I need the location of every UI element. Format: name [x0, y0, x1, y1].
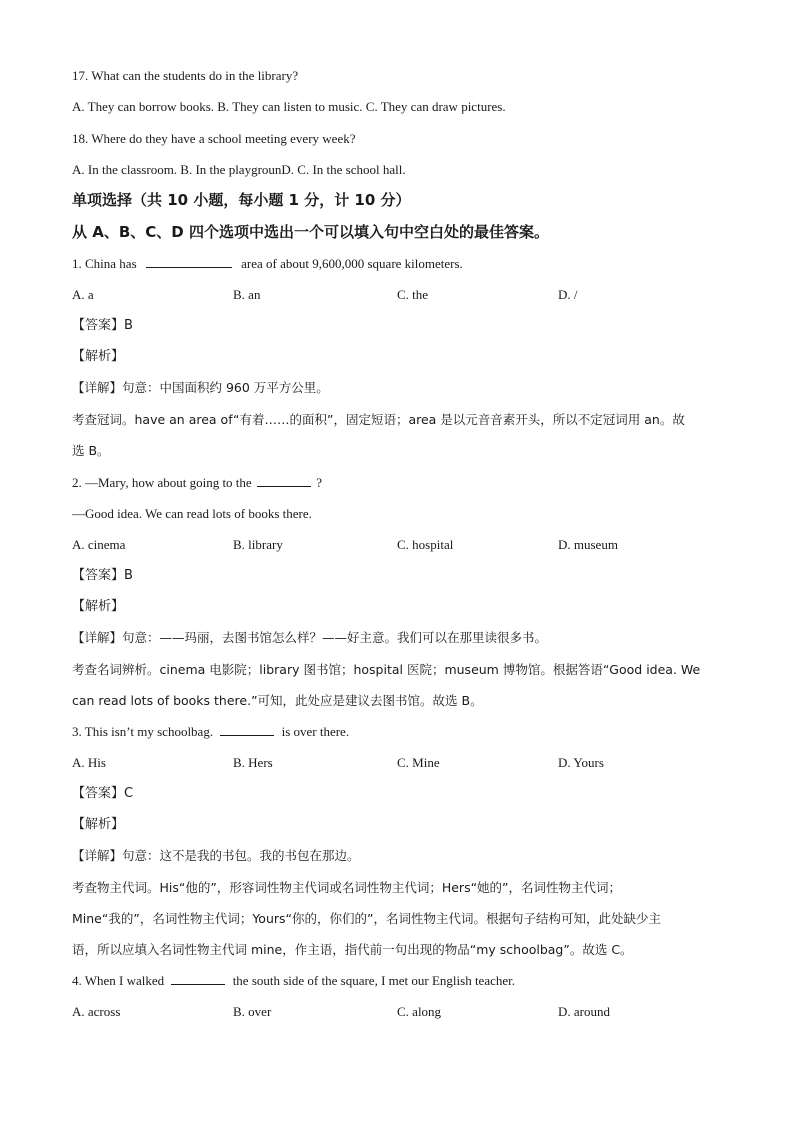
q3-stem-after: is over there. [281, 724, 350, 739]
q1-explain-2: 选 B。 [72, 443, 110, 458]
q1-option-d: D. / [558, 287, 578, 302]
q2-blank [257, 474, 311, 487]
q3-analysis-label: 【解析】 [72, 817, 125, 832]
q4-option-d: D. around [558, 1004, 610, 1019]
q3-answer: 【答案】C [72, 786, 134, 801]
q3-option-b: B. Hers [233, 755, 273, 770]
q17-options: A. They can borrow books. B. They can listen to music. C. They can draw pictures. [72, 99, 506, 114]
q4-option-b: B. over [233, 1004, 272, 1019]
q3-detail: 【详解】句意：这不是我的书包。我的书包在那边。 [72, 848, 360, 863]
q2-explain-2: can read lots of books there.”可知，此处应是建议去图书馆。故选 B。 [72, 693, 483, 708]
q4-option-a: A. across [72, 1004, 121, 1019]
q2-explain-1: 考查名词辨析。cinema 电影院；library 图书馆；hospital 医院；museum 博物馆。根据答语“Good idea. We [72, 662, 701, 677]
q3-stem-before: 3. This isn’t my schoolbag. [72, 724, 214, 739]
q3-explain-2: Mine“我的”，名词性物主代词；Yours“你的，你们的”，名词性物主代词。根据句子结构可知，此处缺少主 [72, 911, 661, 926]
q4-stem-before: 4. When I walked [72, 973, 165, 988]
q2-option-b: B. library [233, 537, 283, 552]
q1-analysis-label: 【解析】 [72, 349, 125, 364]
q2-option-a: A. cinema [72, 537, 126, 552]
q3-option-d: D. Yours [558, 755, 604, 770]
q3-option-c: C. Mine [397, 755, 440, 770]
q2-option-c: C. hospital [397, 537, 454, 552]
q2-stem-before: 2. —Mary, how about going to the [72, 475, 252, 490]
q2-analysis-label: 【解析】 [72, 599, 125, 614]
q18-question: 18. Where do they have a school meeting every week? [72, 131, 356, 146]
q3-explain-3: 语，所以应填入名词性物主代词 mine，作主语，指代前一句出现的物品“my schoolbag”。故选 C。 [72, 942, 633, 957]
q17-question: 17. What can the students do in the library? [72, 68, 299, 83]
q1-option-a: A. a [72, 287, 94, 302]
section-title: 单项选择（共 10 小题，每小题 1 分，计 10 分） [72, 191, 411, 209]
q2-stem [72, 474, 322, 492]
q1-explain-1: 考查冠词。have an area of“有着……的面积”，固定短语；area 是以元音音素开头，所以不定冠词用 an。故 [72, 412, 685, 427]
section-instruction: 从 A、B、C、D 四个选项中选出一个可以填入句中空白处的最佳答案。 [72, 223, 549, 241]
q4-stem [72, 972, 515, 990]
q2-answer: 【答案】B [72, 568, 133, 583]
q1-blank [146, 255, 232, 268]
q3-stem [72, 723, 349, 741]
q4-stem-after: the south side of the square, I met our English teacher. [232, 973, 515, 988]
q1-stem-before: 1. China has [72, 256, 137, 271]
q1-answer: 【答案】B [72, 318, 133, 333]
q18-options: A. In the classroom. B. In the playgrounD. C. In the school hall. [72, 162, 406, 177]
q1-stem [72, 255, 463, 273]
q1-stem-after: area of about 9,600,000 square kilometers. [241, 256, 463, 271]
q2-stem-line2: —Good idea. We can read lots of books there. [72, 506, 312, 521]
q4-option-c: C. along [397, 1004, 442, 1019]
q2-detail: 【详解】句意：——玛丽，去图书馆怎么样？——好主意。我们可以在那里读很多书。 [72, 630, 548, 645]
q1-option-b: B. an [233, 287, 261, 302]
q3-blank [220, 723, 274, 736]
q2-stem-after: ? [316, 475, 322, 490]
q1-option-c: C. the [397, 287, 429, 302]
q1-detail: 【详解】句意：中国面积约 960 万平方公里。 [72, 380, 329, 395]
q2-option-d: D. museum [558, 537, 618, 552]
q4-blank [171, 972, 225, 985]
q3-option-a: A. His [72, 755, 106, 770]
q3-explain-1: 考查物主代词。His“他的”，形容词性物主代词或名词性物主代词；Hers“她的”，名词性物主代词； [72, 880, 622, 895]
